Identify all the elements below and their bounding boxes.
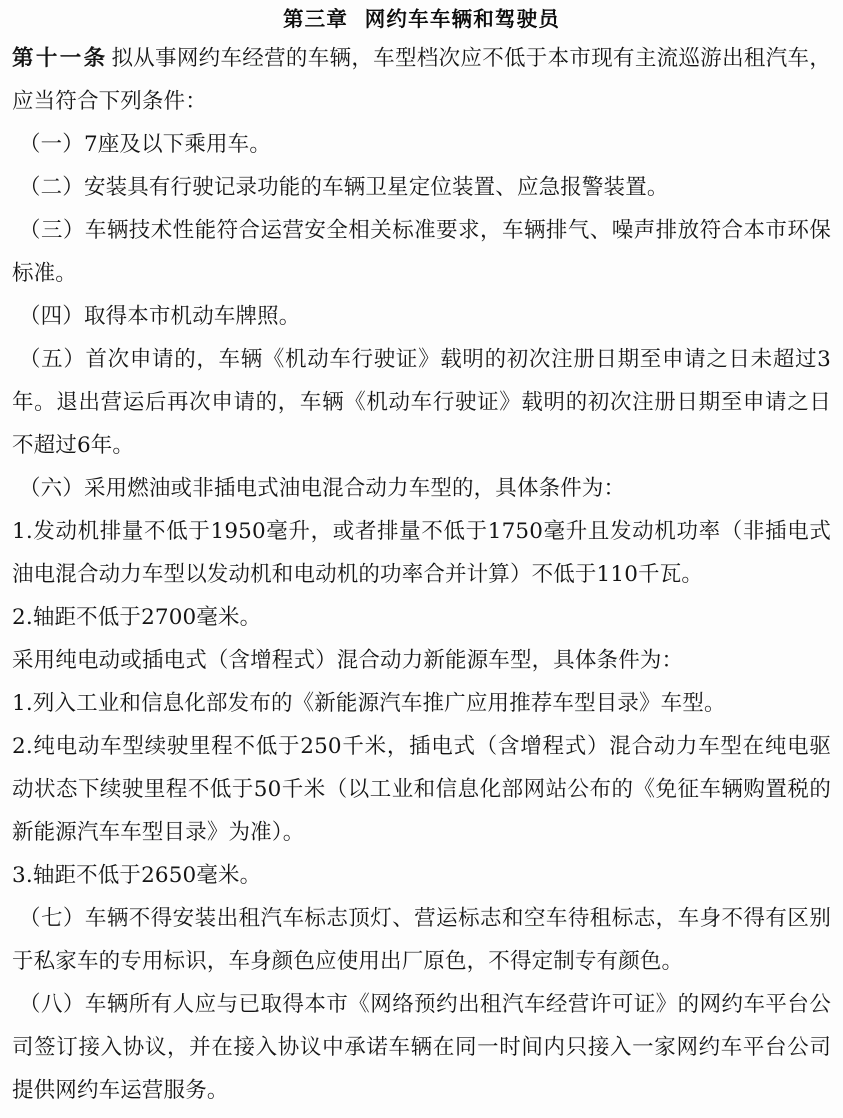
clause-paragraph-7: （七）车辆不得安装出租汽车标志顶灯、营运标志和空车待租标志，车身不得有区别于私家车的专用标识，车身颜色应使用出厂原色，不得定制专有颜色。 bbox=[12, 906, 831, 974]
clause-paragraph-1: （一）7座及以下乘用车。 bbox=[19, 132, 271, 157]
clause-paragraph-6: （六）采用燃油或非插电式油电混合动力车型的，具体条件为： bbox=[19, 476, 626, 501]
clause-paragraph-4: （四）取得本市机动车牌照。 bbox=[19, 304, 301, 329]
article-lead-text: 拟从事网约车经营的车辆，车型档次应不低于本市现有主流巡游出租汽车，应当符合下列条件： bbox=[12, 46, 831, 114]
page-bottom-spacer bbox=[12, 1112, 831, 1118]
new-energy-item-1-paragraph: 1.列入工业和信息化部发布的《新能源汽车推广应用推荐车型目录》车型。 bbox=[12, 691, 726, 716]
clause-paragraph-2: （二）安装具有行驶记录功能的车辆卫星定位装置、应急报警装置。 bbox=[19, 175, 669, 200]
clause-paragraph-8: （八）车辆所有人应与已取得本市《网络预约出租汽车经营许可证》的网约车平台公司签订接入协议，并在接入协议中承诺车辆在同一时间内只接入一家网约车平台公司提供网约车运营服务。 bbox=[12, 992, 831, 1103]
new-energy-intro-paragraph: 采用纯电动或插电式（含增程式）混合动力新能源车型，具体条件为： bbox=[12, 648, 684, 673]
clause-6-item-1-paragraph: 1.发动机排量不低于1950毫升，或者排量不低于1750毫升且发动机功率（非插电式油电混合动力车型以发动机和电动机的功率合并计算）不低于110千瓦。 bbox=[12, 519, 831, 587]
article-lead-paragraph bbox=[12, 37, 831, 123]
page-title: 第三章 网约车车辆和驾驶员 bbox=[282, 7, 561, 31]
article-number-label: 第十一条 bbox=[12, 46, 108, 71]
clause-6-item-2-paragraph: 2.轴距不低于2700毫米。 bbox=[12, 605, 262, 630]
new-energy-item-3-paragraph: 3.轴距不低于2650毫米。 bbox=[12, 863, 262, 888]
new-energy-item-2-paragraph: 2.纯电动车型续驶里程不低于250千米，插电式（含增程式）混合动力车型在纯电驱动状态下续驶里程不低于50千米（以工业和信息化部网站公布的《免征车辆购置税的新能源汽车车型目录》为准）。 bbox=[12, 734, 831, 845]
clause-paragraph-5: （五）首次申请的，车辆《机动车行驶证》载明的初次注册日期至申请之日未超过3年。退出营运后再次申请的，车辆《机动车行驶证》载明的初次注册日期至申请之日不超过6年。 bbox=[12, 347, 831, 458]
clause-paragraph-3: （三）车辆技术性能符合运营安全相关标准要求，车辆排气、噪声排放符合本市环保标准。 bbox=[12, 218, 831, 286]
